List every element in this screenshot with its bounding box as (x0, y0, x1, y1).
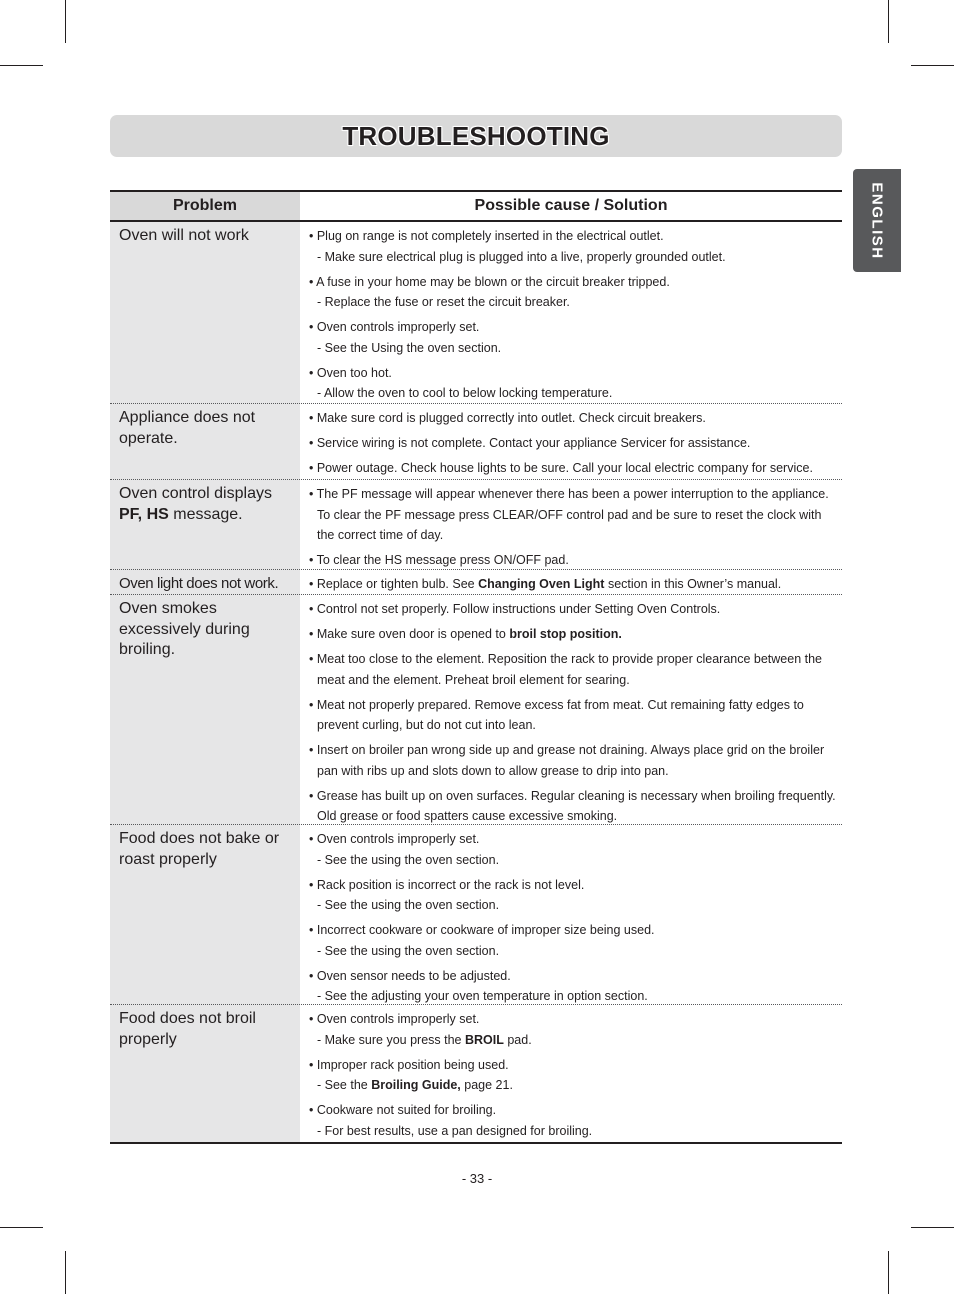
troubleshooting-table (110, 190, 842, 1144)
header-solution: Possible cause / Solution (474, 197, 668, 214)
list-item: • Replace or tighten bulb. See Changing Oven Light section in this Owner’s manual. (309, 577, 782, 591)
table-row (110, 404, 842, 480)
problem-cell: Appliance does not operate. (110, 404, 300, 480)
language-tab-label: ENGLISH (868, 181, 886, 260)
list-item: • Make sure cord is plugged correctly into outlet. Check circuit breakers. (309, 411, 706, 425)
solution-cell (300, 222, 842, 404)
table-row (110, 825, 842, 1005)
header-problem: Problem (110, 192, 300, 220)
crop-mark (911, 1227, 954, 1228)
list-item: • Meat not properly prepared. Remove excess fat from meat. Cut remaining fatty edges to prevent curling, but do not cut into lean. (309, 697, 804, 732)
table-row (110, 570, 842, 595)
problem-cell: Food does not broil properly (110, 1005, 300, 1142)
list-item: • Oven too hot. - Allow the oven to cool to below locking temperature. (309, 365, 613, 400)
language-tab (853, 169, 901, 272)
table-row (110, 1005, 842, 1142)
table-row (110, 222, 842, 404)
list-item: • Grease has built up on oven surfaces. Regular cleaning is necessary when broiling frequently. Old grease or food spatters cause excessive smoking. (309, 788, 836, 823)
crop-mark (65, 0, 66, 43)
list-item: • Incorrect cookware or cookware of improper size being used. - See the using the oven section. (309, 923, 655, 958)
table-header (110, 192, 842, 222)
solution-cell (300, 1005, 842, 1142)
crop-mark (0, 1227, 43, 1228)
list-item: • Make sure oven door is opened to broil stop position. (309, 627, 622, 641)
problem-cell: Oven will not work (110, 222, 300, 404)
solution-cell (300, 825, 842, 1005)
title-bar (110, 115, 842, 157)
solution-cell (300, 480, 842, 570)
crop-mark (911, 65, 954, 66)
list-item: • A fuse in your home may be blown or the circuit breaker tripped. - Replace the fuse or reset the circuit breaker. (309, 274, 670, 309)
list-item: • Oven controls improperly set. - See the Using the oven section. (309, 320, 502, 355)
problem-cell: Oven control displays PF, HS message. (110, 480, 300, 570)
list-item: • Cookware not suited for broiling. - For best results, use a pan designed for broiling. (309, 1103, 593, 1138)
crop-mark (888, 0, 889, 43)
list-item: • Meat too close to the element. Reposition the rack to provide proper clearance between the meat and the element. Preheat broil element for searing. (309, 652, 823, 687)
list-item: • Insert on broiler pan wrong side up and grease not draining. Always place grid on the broiler pan with ribs up and slots down to allow grease to drip into pan. (309, 743, 825, 778)
problem-cell: Oven light does not work. (110, 570, 300, 595)
page-title: TROUBLESHOOTING (342, 121, 610, 151)
list-item: • Rack position is incorrect or the rack is not level. - See the using the oven section. (309, 877, 585, 912)
solution-cell (300, 404, 842, 480)
table-row (110, 480, 842, 570)
list-item: • Oven controls improperly set. - See the using the oven section. (309, 832, 500, 867)
table-row (110, 595, 842, 825)
list-item: • The PF message will appear whenever there has been a power interruption to the appliance. To clear the PF message press CLEAR/OFF control pad and be sure to reset the clock with the correct time of day. (309, 487, 829, 542)
crop-mark (65, 1251, 66, 1294)
problem-cell: Oven smokes excessively during broiling. (110, 595, 300, 825)
list-item: • Oven controls improperly set. - Make sure you press the BROIL pad. (309, 1012, 532, 1047)
list-item: • To clear the HS message press ON/OFF pad. (309, 553, 569, 567)
list-item: • Control not set properly. Follow instructions under Setting Oven Controls. (309, 602, 721, 616)
list-item: • Oven sensor needs to be adjusted. - See the adjusting your oven temperature in option section. (309, 968, 648, 1003)
list-item: • Plug on range is not completely inserted in the electrical outlet. - Make sure electrical plug is plugged into a live, properly grounded outlet. (309, 229, 726, 264)
list-item: • Power outage. Check house lights to be sure. Call your local electric company for service. (309, 461, 813, 475)
page-number: - 33 - (461, 1171, 493, 1186)
list-item: • Service wiring is not complete. Contact your appliance Servicer for assistance. (309, 436, 751, 450)
list-item: • Improper rack position being used. - See the Broiling Guide, page 21. (309, 1057, 513, 1092)
solution-cell (300, 595, 842, 825)
problem-cell: Food does not bake or roast properly (110, 825, 300, 1005)
crop-mark (888, 1251, 889, 1294)
crop-mark (0, 65, 43, 66)
solution-cell (300, 570, 842, 595)
